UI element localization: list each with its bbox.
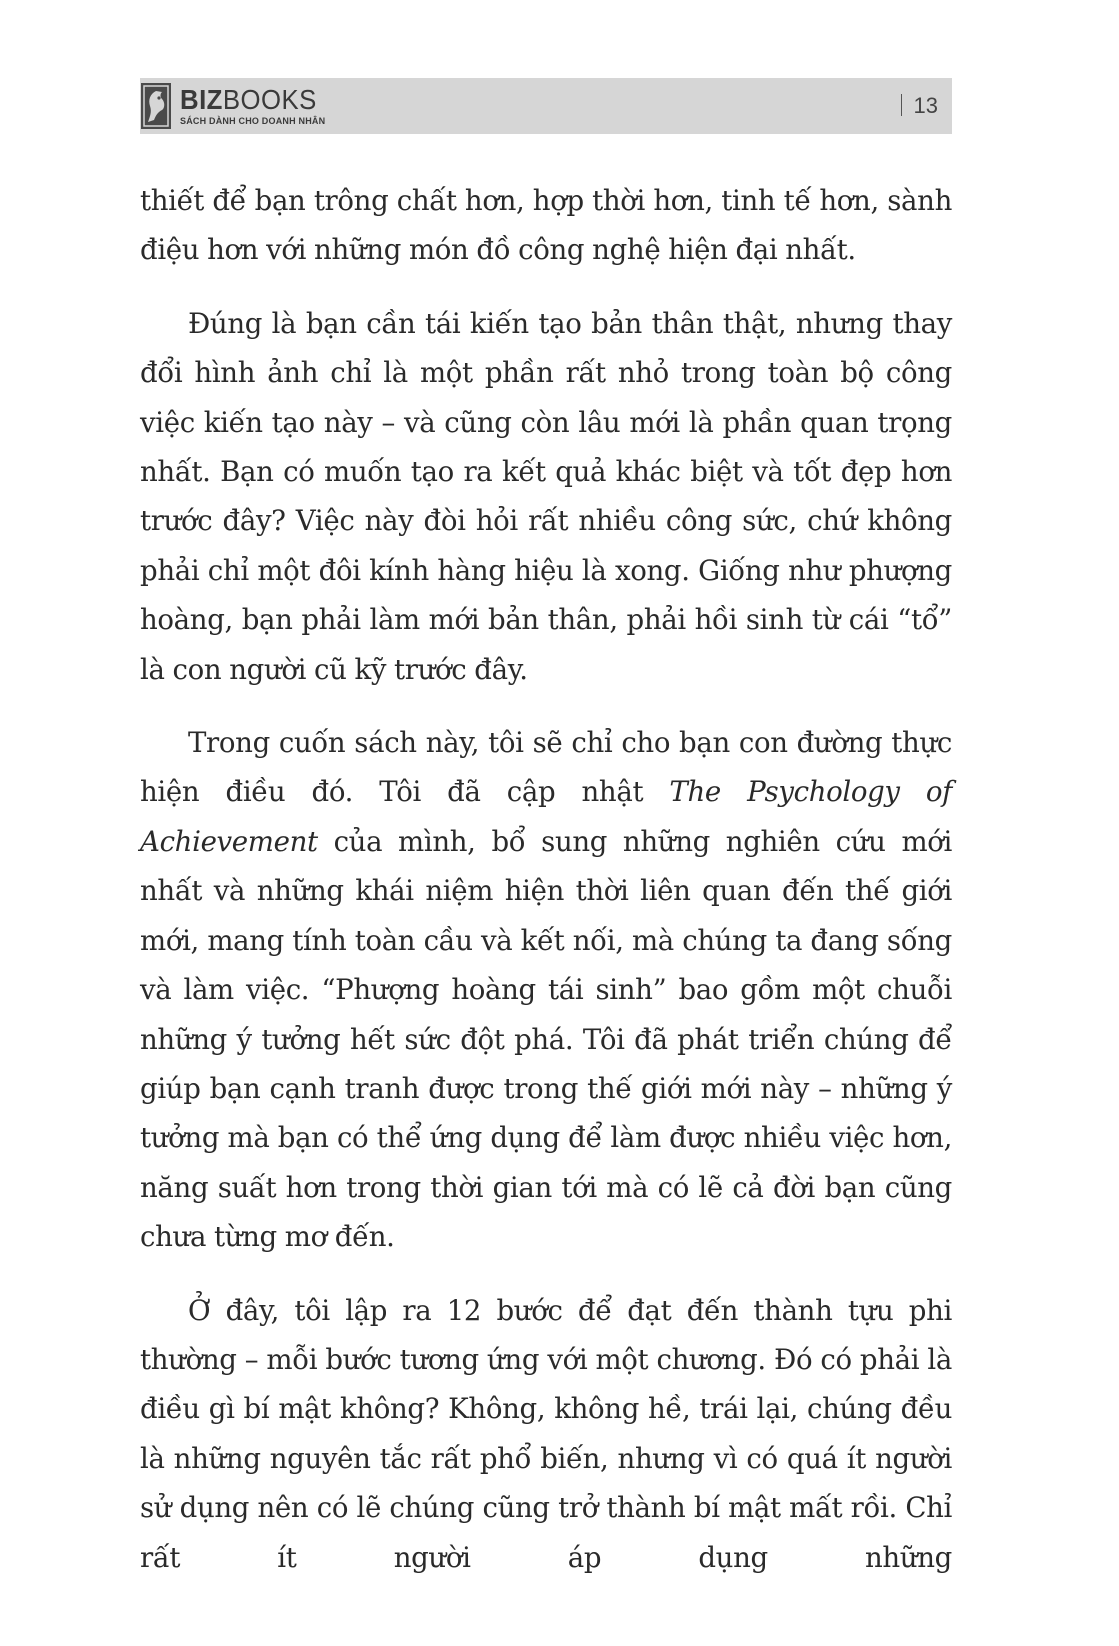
brand-name-light: BOOKS: [222, 84, 317, 115]
bizbooks-logo: [140, 80, 329, 132]
book-title: The Psychology of Achievement: [140, 775, 952, 858]
page-number-divider: [901, 94, 902, 116]
brand-name: [180, 85, 317, 115]
paragraph-3: [140, 718, 952, 1261]
paragraph-4: Ở đây, tôi lập ra 12 bước để đạt đến thành tựu phi thường – mỗi bước tương ứng với một chương. Đó có phải là điều gì bí mật không? Không, không hề, trái lại, chúng đều là những nguyên tắc rất phổ biến, nhưng vì có quá ít người sử dụng nên có lẽ chúng cũng trở thành bí mật mất rồi. Chỉ rất ít người áp dụng những: [140, 1293, 952, 1574]
bizbooks-logo-icon: [140, 82, 172, 130]
paragraph-2: Đúng là bạn cần tái kiến tạo bản thân thật, nhưng thay đổi hình ảnh chỉ là một phần rất nhỏ trong toàn bộ công việc kiến tạo này – và cũng còn lâu mới là phần quan trọng nhất. Bạn có muốn tạo ra kết quả khác biệt và tốt đẹp hơn trước đây? Việc này đòi hỏi rất nhiều công sức, chứ không phải chỉ một đôi kính hàng hiệu là xong. Giống như phượng hoàng, bạn phải làm mới bản thân, phải hồi sinh từ cái “tổ” là con người cũ kỹ trước đây.: [140, 306, 952, 686]
page-body: [140, 176, 952, 1582]
brand-tagline: SÁCH DÀNH CHO DOANH NHÂN: [180, 116, 326, 126]
page-number: [901, 92, 938, 120]
page-number-value: 13: [913, 93, 938, 118]
paragraph-3-text-end: của mình, bổ sung những nghiên cứu mới nhất và những khái niệm hiện thời liên quan đến thế giới mới, mang tính toàn cầu và kết nối, mà chúng ta đang sống và làm việc. “Phượng hoàng tái sinh” bao gồm một chuỗi những ý tưởng hết sức đột phá. Tôi đã phát triển chúng để giúp bạn cạnh tranh được trong thế giới mới này – những ý tưởng mà bạn có thể ứng dụng để làm được nhiều việc hơn, năng suất hơn trong thời gian tới mà có lẽ cả đời bạn cũng chưa từng mơ đến.: [140, 824, 952, 1254]
page-header: [140, 78, 952, 134]
paragraph-1: thiết để bạn trông chất hơn, hợp thời hơn, tinh tế hơn, sành điệu hơn với những món đồ công nghệ hiện đại nhất.: [140, 184, 952, 267]
brand-name-strong: BIZ: [180, 84, 223, 115]
paragraph-3-text-start: Trong cuốn sách này, tôi sẽ chỉ cho bạn con đường thực hiện điều đó. Tôi đã cập nhật: [140, 726, 952, 809]
